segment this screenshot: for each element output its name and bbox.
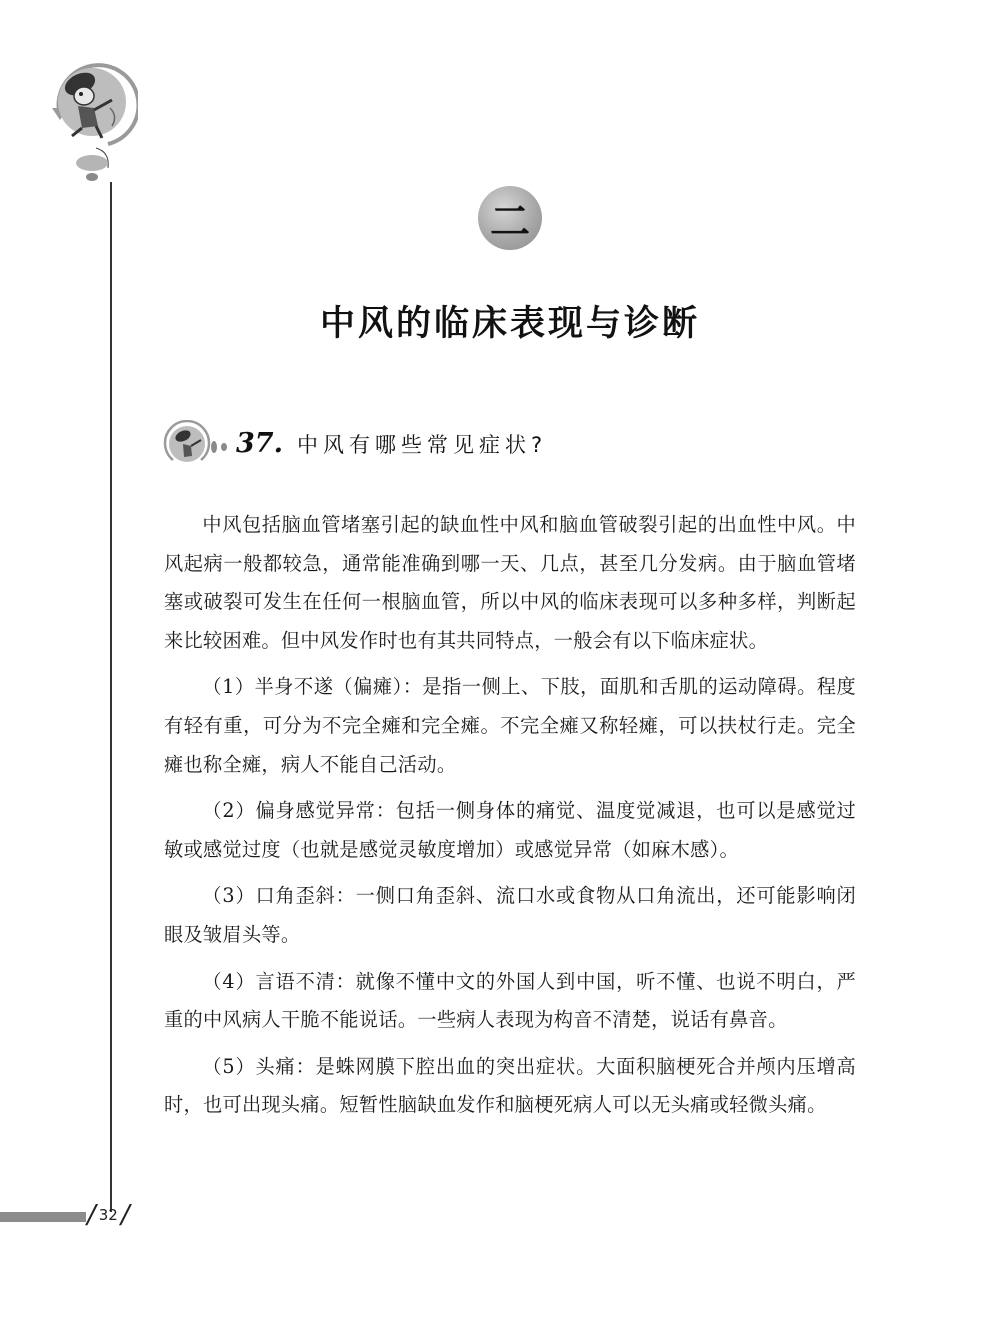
question-mascot-icon <box>163 420 235 472</box>
page-number: 32 <box>98 1206 118 1224</box>
footer-bar <box>0 1212 86 1222</box>
question-heading <box>236 428 547 459</box>
paragraph-symptom-4: （4）言语不清：就像不懂中文的外国人到中国，听不懂、也说不明白，严重的中风病人干脆不能说话。一些病人表现为构音不清楚，说话有鼻音。 <box>164 969 856 1032</box>
slash-right-icon: / <box>120 1200 130 1230</box>
paragraph-symptom-5: （5）头痛：是蛛网膜下腔出血的突出症状。大面积脑梗死合并颅内压增高时，也可出现头痛。短暂性脑缺血发作和脑梗死病人可以无头痛或轻微头痛。 <box>164 1054 856 1117</box>
paragraph-symptom-3: （3）口角歪斜：一侧口角歪斜、流口水或食物从口角流出，还可能影响闭眼及皱眉头等。 <box>164 884 856 946</box>
margin-rule <box>110 182 112 1212</box>
body-text <box>164 506 856 1133</box>
chapter-title: 中风的临床表现与诊断 <box>319 304 700 344</box>
chapter-number: 二 <box>490 198 530 245</box>
slash-left-icon: / <box>87 1200 96 1230</box>
mascot-illustration-icon <box>38 56 138 181</box>
chapter-number-badge <box>478 186 542 250</box>
paragraph-intro: 中风包括脑血管堵塞引起的缺血性中风和脑血管破裂引起的出血性中风。中风起病一般都较急，通常能准确到哪一天、几点，甚至几分发病。由于脑血管堵塞或破裂可发生在任何一根脑血管，所以中风的临床表现可以多种多样，判断起来比较困难。但中风发作时也有其共同特点，一般会有以下临床症状。 <box>164 513 856 652</box>
question-number: 37. <box>236 428 283 459</box>
question-title: 中风有哪些常见症状? <box>296 433 548 457</box>
page-number-block <box>84 1200 133 1230</box>
paragraph-symptom-1: （1）半身不遂（偏瘫）：是指一侧上、下肢，面肌和舌肌的运动障碍。程度有轻有重，可分为不完全瘫和完全瘫。不完全瘫又称轻瘫，可以扶杖行走。完全瘫也称全瘫，病人不能自己活动。 <box>164 675 856 776</box>
paragraph-symptom-2: （2）偏身感觉异常：包括一侧身体的痛觉、温度觉减退，也可以是感觉过敏或感觉过度（也就是感觉灵敏度增加）或感觉异常（如麻木感）。 <box>164 799 856 861</box>
